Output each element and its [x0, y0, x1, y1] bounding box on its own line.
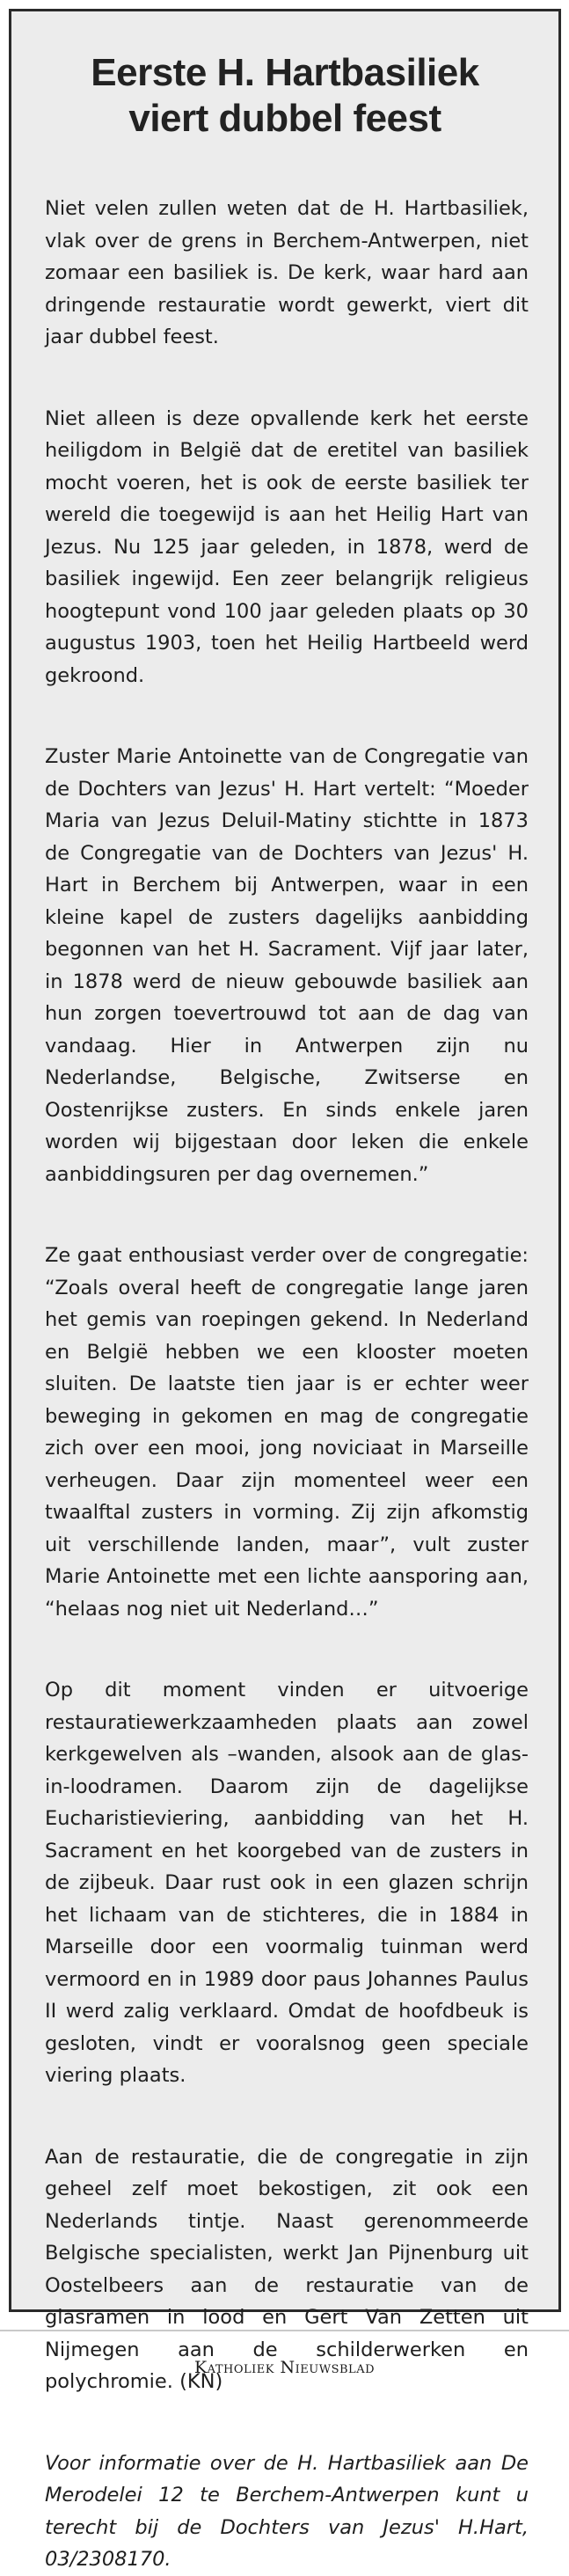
paragraph-history: Niet alleen is deze opvallende kerk het eerste heiligdom in België dat de eretitel van basiliek mocht voeren, het is ook de eerste basiliek ter wereld die toegewijd is aan het Heilig Hart van Jezus. Nu 125 jaar geleden, in 1878, werd de basiliek ingewijd. Een zeer belangrijk religieus hoogtepunt vond 100 jaar geleden plaats op 30 augustus 1903, toen het Heilig Hartbeeld werd gekroond. — [45, 406, 529, 687]
article-title-line-1: Eerste H. Hartbasiliek — [91, 51, 479, 94]
article-title-line-2: viert dubbel feest — [128, 97, 441, 140]
publication-name: Katholiek Nieuwsblad — [193, 2358, 376, 2377]
paragraph-congregation: Ze gaat enthousiast verder over de congregatie: “Zoals overal heeft de congregatie lange jaren het gemis van roepingen gekend. In Nederland en België hebben we een klooster moeten sluiten. De laatste tien jaar is er echter weer beweging in gekomen en mag de congregatie zich over een mooi, jong noviciaat in Marseille verheugen. Daar zijn momenteel weer een twaalftal zusters in vorming. Zij zijn afkomstig uit verschillende landen, maar”, vult zuster Marie Antoinette met een lichte aansporing aan, “helaas nog niet uit Nederland…” — [45, 1244, 529, 1621]
article-title — [29, 50, 541, 142]
info-note: Voor informatie over de H. Hartbasiliek aan De Merodelei 12 te Berchem-Antwerpen kunt u terecht bij de Dochters van Jezus' H.Hart, 03/2308170. — [45, 2451, 529, 2571]
paragraph-quote-sister: Zuster Marie Antoinette van de Congregatie van de Dochters van Jezus' H. Hart vertelt: “Moeder Maria van Jezus Deluil-Matiny stichtte in 1873 de Congregatie van de Dochters van Jezus' H. Hart in Berchem bij Antwerpen, waar in een kleine kapel de zusters dagelijks aanbidding begonnen van het H. Sacrament. Vijf jaar later, in 1878 werd de nieuw gebouwde basiliek aan hun zorgen toevertrouwd tot aan de dag van vandaag. Hier in Antwerpen zijn nu Nederlandse, Belgische, Zwitserse en Oostenrijkse zusters. En sinds enkele jaren worden wij bijgestaan door leken die enkele aanbiddingsuren per dag overnemen.” — [45, 745, 529, 1186]
article-body — [45, 193, 529, 2576]
paragraph-intro: Niet velen zullen weten dat de H. Hartbasiliek, vlak over de grens in Berchem-Antwerpen, niet zomaar een basiliek is. De kerk, waar hard aan dringende restauratie wordt gewerkt, viert dit jaar dubbel feest. — [45, 197, 529, 348]
footer-divider — [0, 2330, 569, 2331]
paragraph-dutch-touch: Aan de restauratie, die de congregatie in zijn geheel zelf moet bekostigen, zit ook een Nederlands tintje. Naast gerenommeerde Belgische specialisten, werkt Jan Pijnenburg uit Oostelbeers aan de restauratie van de glasramen in lood en Gert Van Zetten uit Nijmegen aan de schilderwerken en polychromie. (KN) — [45, 2145, 529, 2393]
paragraph-restoration: Op dit moment vinden er uitvoerige restauratiewerkzaamheden plaats aan zowel kerkgewelven als –wanden, alsook aan de glas-in-loodramen. Daarom zijn de dagelijkse Eucharistieviering, aanbidding van het H. Sacrament en het koorgebed van de zusters in de zijbeuk. Daar rust ook in een glazen schrijn het lichaam van de stichteres, die in 1884 in Marseille door een voormalig tuinman werd vermoord en in 1989 door paus Johannes Paulus II werd zalig verklaard. Omdat de hoofdbeuk is gesloten, vindt er vooralsnog geen speciale viering plaats. — [45, 1679, 529, 2087]
